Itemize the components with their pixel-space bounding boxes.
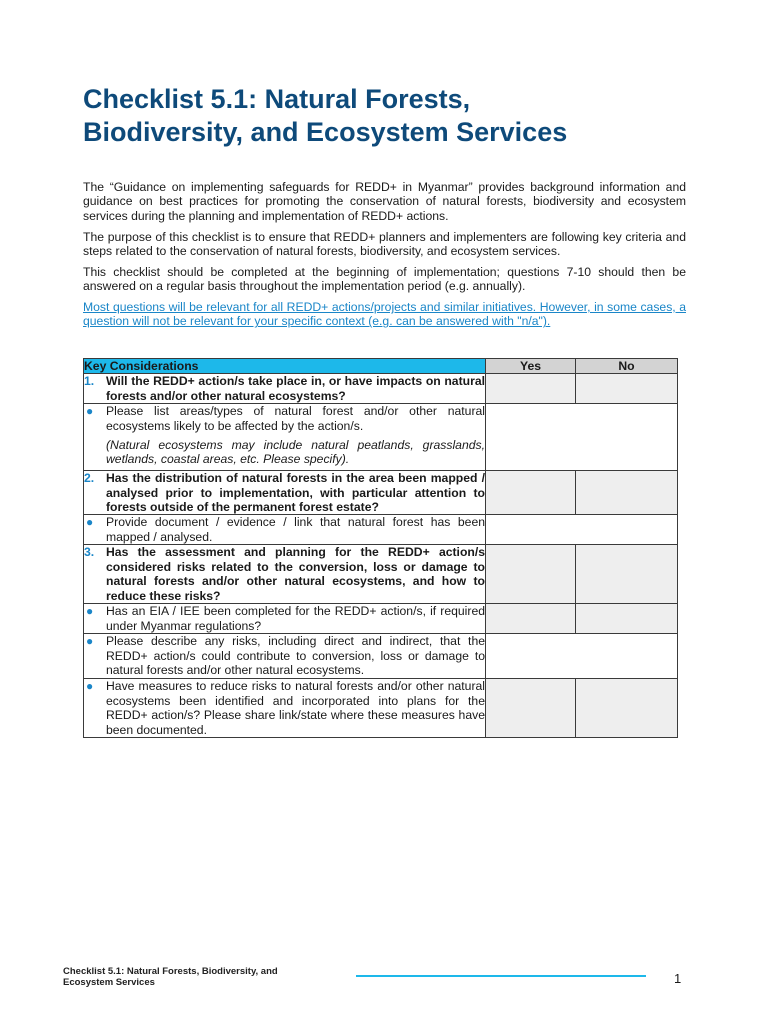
table-row <box>84 374 678 404</box>
table-row <box>84 545 678 604</box>
yes-answer-cell[interactable] <box>486 679 576 738</box>
page-title-line2: Biodiversity, and Ecosystem Services <box>83 117 568 147</box>
page-title-line1: Checklist 5.1: Natural Forests, <box>83 84 471 114</box>
intro-paragraph-2: The purpose of this checklist is to ensure that REDD+ planners and implementers are following key criteria and steps related to the conservation of natural forests, biodiversity, and ecosystem services. <box>83 230 686 259</box>
table-row <box>84 634 678 679</box>
bullet-icon: ● <box>86 634 94 649</box>
no-answer-cell[interactable] <box>576 374 678 404</box>
header-no: No <box>576 359 678 374</box>
question-text: Will the REDD+ action/s take place in, or have impacts on natural forests and/or other natural ecosystems? <box>106 374 485 403</box>
question-text: Has the distribution of natural forests in the area been mapped / analysed prior to implementation, with particular attention to forests outside of the permanent forest estate? <box>106 471 485 515</box>
question-number: 1. <box>84 374 95 389</box>
page-title <box>83 83 703 149</box>
answer-text-cell[interactable] <box>486 404 678 471</box>
footer-title <box>63 966 323 988</box>
table-row <box>84 515 678 545</box>
sub-item-3c <box>84 679 486 738</box>
checklist-table <box>83 358 678 738</box>
question-3 <box>84 545 486 604</box>
yes-answer-cell[interactable] <box>486 374 576 404</box>
yes-answer-cell[interactable] <box>486 545 576 604</box>
page-number: 1 <box>674 971 682 986</box>
answer-text-cell[interactable] <box>486 634 678 679</box>
footer-line-2: Ecosystem Services <box>63 977 155 988</box>
bullet-icon: ● <box>86 515 94 530</box>
question-text: Has the assessment and planning for the REDD+ action/s considered risks related to the conversion, loss or damage to natural forests and/or other natural ecosystems, and how to reduce these risks? <box>106 545 485 603</box>
sub-item-text: Has an EIA / IEE been completed for the REDD+ action/s, if required under Myanmar regulations? <box>106 604 485 633</box>
sub-item-2a <box>84 515 486 545</box>
table-row <box>84 679 678 738</box>
bullet-icon: ● <box>86 679 94 694</box>
table-header-row <box>84 359 678 374</box>
question-number: 2. <box>84 471 95 486</box>
sub-item-note: (Natural ecosystems may include natural peatlands, grasslands, wetlands, coastal areas, etc. Please specify). <box>106 438 485 467</box>
no-answer-cell[interactable] <box>576 545 678 604</box>
sub-item-text: Please describe any risks, including direct and indirect, that the REDD+ action/s could contribute to conversion, loss or damage to natural forests and/or other natural ecosystems. <box>106 634 485 678</box>
header-yes: Yes <box>486 359 576 374</box>
sub-item-3a <box>84 604 486 634</box>
question-number: 3. <box>84 545 95 560</box>
no-answer-cell[interactable] <box>576 471 678 515</box>
sub-item-text: Have measures to reduce risks to natural forests and/or other natural ecosystems been identified and incorporated into plans for the REDD+ action/s? Please share link/state where these measures have been documented. <box>106 679 485 737</box>
yes-answer-cell[interactable] <box>486 471 576 515</box>
header-key-considerations: Key Considerations <box>84 359 486 374</box>
no-answer-cell[interactable] <box>576 679 678 738</box>
answer-text-cell[interactable] <box>486 515 678 545</box>
sub-item-text: Please list areas/types of natural forest and/or other natural ecosystems likely to be affected by the action/s. <box>106 404 485 433</box>
footer-line-1: Checklist 5.1: Natural Forests, Biodiversity, and <box>63 966 278 977</box>
intro-paragraph-1: The “Guidance on implementing safeguards for REDD+ in Myanmar” provides background information and guidance on best practices for promoting the conservation of natural forests, biodiversity and ecosystem services during the planning and implementation of REDD+ actions. <box>83 180 686 223</box>
bullet-icon: ● <box>86 404 94 419</box>
table-row <box>84 471 678 515</box>
footer-divider <box>356 975 646 977</box>
bullet-icon: ● <box>86 604 94 619</box>
sub-item-3b <box>84 634 486 679</box>
relevance-note-link[interactable]: Most questions will be relevant for all REDD+ actions/projects and similar initiatives. However, in some cases, a question will not be relevant for your specific context (e.g. can be answered with "n/a"). <box>83 300 686 329</box>
table-row <box>84 404 678 471</box>
yes-answer-cell[interactable] <box>486 604 576 634</box>
intro-paragraph-3: This checklist should be completed at the beginning of implementation; questions 7-10 should then be answered on a regular basis throughout the implementation period (e.g. annually). <box>83 265 686 294</box>
table-row <box>84 604 678 634</box>
sub-item-1a <box>84 404 486 471</box>
no-answer-cell[interactable] <box>576 604 678 634</box>
question-2 <box>84 471 486 515</box>
question-1 <box>84 374 486 404</box>
sub-item-text: Provide document / evidence / link that natural forest has been mapped / analysed. <box>106 515 485 544</box>
